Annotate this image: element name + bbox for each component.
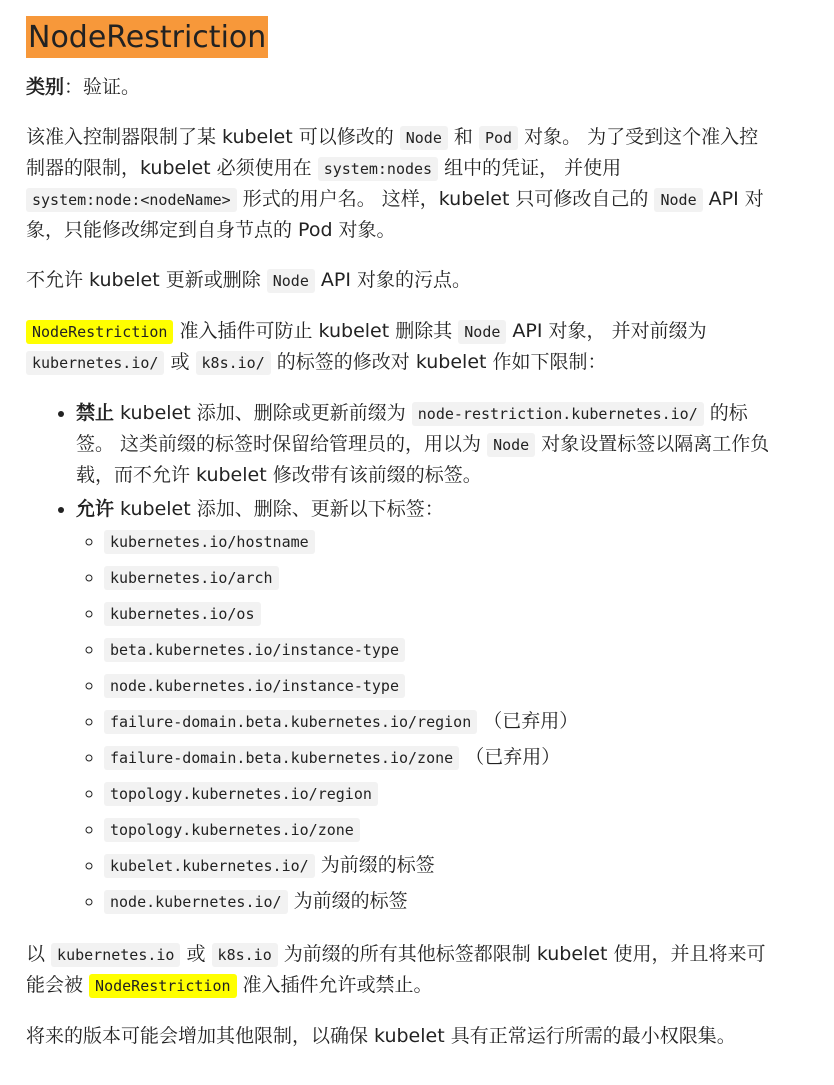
text: 组中的凭证， 并使用: [438, 157, 622, 179]
text: API 对象， 并对前缀为: [506, 320, 707, 342]
list-item: [104, 706, 776, 737]
list-item: [104, 886, 776, 917]
category-line: [26, 72, 776, 102]
inline-code: topology.kubernetes.io/region: [104, 782, 378, 806]
text: 对象设置标签以隔离工作负载，而不允许 kubelet 修改带有该前缀的标签。: [76, 433, 770, 486]
text: 对象。 为了受到这个准入控制器的限制，kubelet 必须使用在: [26, 126, 759, 179]
other-labels-paragraph: [26, 939, 776, 1001]
inline-code: kubernetes.io/os: [104, 602, 261, 626]
text: 将来的版本可能会增加其他限制，以确保 kubelet 具有正常运行所需的最小权限集。: [26, 1025, 736, 1047]
text: （已弃用）: [477, 710, 579, 732]
intro-paragraph: [26, 122, 776, 245]
text: 准入插件允许或禁止。: [236, 974, 433, 996]
inline-code: kubernetes.io/arch: [104, 566, 279, 590]
inline-code: system:nodes: [318, 157, 438, 181]
taint-paragraph: [26, 265, 776, 296]
text: kubelet 添加、删除或更新前缀为: [114, 402, 412, 424]
text: 形式的用户名。 这样，kubelet 只可修改自己的: [236, 188, 655, 210]
inline-code: Node: [487, 433, 535, 457]
inline-code: kubelet.kubernetes.io/: [104, 854, 315, 878]
text: kubelet 添加、删除、更新以下标签：: [114, 498, 444, 520]
category-separator: ：: [64, 76, 84, 98]
text: 该准入控制器限制了某 kubelet 可以修改的: [26, 126, 400, 148]
list-item: [104, 814, 776, 845]
inline-code: failure-domain.beta.kubernetes.io/region: [104, 710, 477, 734]
text: API 对象，只能修改绑定到自身节点的 Pod 对象。: [26, 188, 764, 241]
inline-code: k8s.io: [212, 943, 278, 967]
text: 或: [164, 351, 196, 373]
highlighted-code: NodeRestriction: [89, 974, 236, 998]
text: 为前缀的标签: [314, 854, 435, 876]
text: 的标签的修改对 kubelet 作如下限制：: [270, 351, 607, 373]
inline-code: kubernetes.io/: [26, 351, 164, 375]
list-item: [104, 634, 776, 665]
inline-code: kubernetes.io/hostname: [104, 530, 315, 554]
list-item: [104, 670, 776, 701]
inline-code: topology.kubernetes.io/zone: [104, 818, 360, 842]
category-value: 验证。: [83, 76, 141, 98]
list-item: [104, 598, 776, 629]
highlighted-code: NodeRestriction: [26, 320, 173, 344]
inline-code: Pod: [479, 126, 518, 150]
text: 准入插件可防止 kubelet 删除其: [173, 320, 459, 342]
list-item: [104, 778, 776, 809]
future-paragraph: [26, 1021, 776, 1051]
inline-code: node-restriction.kubernetes.io/: [412, 402, 704, 426]
inline-code: node.kubernetes.io/instance-type: [104, 674, 405, 698]
inline-code: k8s.io/: [196, 351, 271, 375]
inline-code: kubernetes.io: [51, 943, 180, 967]
inline-code: Node: [400, 126, 448, 150]
list-item: [104, 526, 776, 557]
inline-code: beta.kubernetes.io/instance-type: [104, 638, 405, 662]
restriction-list: [26, 398, 776, 917]
bold-text: 禁止: [76, 402, 115, 424]
inline-code: Node: [458, 320, 506, 344]
text: 的标签。 这类前缀的标签时保留给管理员的，用以为: [76, 402, 748, 455]
inline-code: system:node:<nodeName>: [26, 188, 237, 212]
text: 为前缀的标签: [287, 890, 408, 912]
inline-code: failure-domain.beta.kubernetes.io/zone: [104, 746, 459, 770]
text: 不允许 kubelet 更新或删除: [26, 269, 267, 291]
list-item: [104, 850, 776, 881]
list-item-forbid: [76, 398, 776, 490]
text: （已弃用）: [459, 746, 561, 768]
text: 以: [26, 943, 52, 965]
list-item: [104, 742, 776, 773]
plugin-paragraph: [26, 316, 776, 378]
inline-code: node.kubernetes.io/: [104, 890, 288, 914]
inline-code: Node: [267, 269, 315, 293]
allowed-labels-list: [76, 526, 776, 917]
text: 为前缀的所有其他标签都限制 kubelet 使用，并且将来可能会被: [26, 943, 766, 996]
text: 和: [447, 126, 479, 148]
text: API 对象的污点。: [314, 269, 472, 291]
inline-code: Node: [654, 188, 702, 212]
list-item: [104, 562, 776, 593]
list-item-allow: [76, 494, 776, 917]
text: 或: [180, 943, 212, 965]
section-heading: NodeRestriction: [26, 16, 268, 58]
bold-text: 允许: [76, 498, 115, 520]
category-label: 类别: [26, 76, 65, 98]
